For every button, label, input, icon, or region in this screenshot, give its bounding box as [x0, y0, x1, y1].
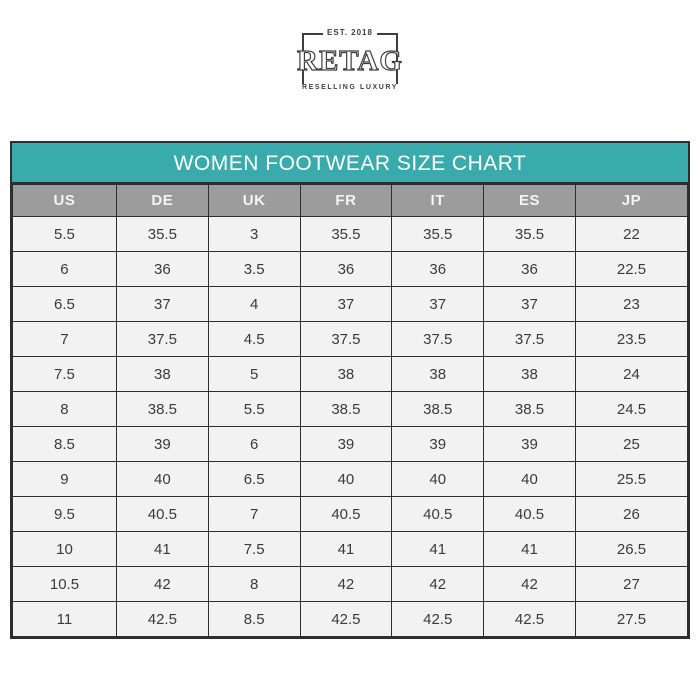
size-cell: 35.5: [392, 217, 484, 252]
size-chart: [10, 141, 690, 639]
size-cell: 10.5: [13, 567, 117, 602]
size-cell: 4.5: [208, 322, 300, 357]
size-cell: 9: [13, 462, 117, 497]
size-table: [12, 184, 688, 637]
table-row: [13, 217, 688, 252]
size-cell: 40.5: [300, 497, 392, 532]
column-header-it: IT: [392, 185, 484, 217]
logo-tagline-text: RESELLING LUXURY: [298, 84, 402, 91]
table-row: [13, 497, 688, 532]
size-cell: 5.5: [208, 392, 300, 427]
retag-logo: [297, 28, 403, 91]
size-cell: 35.5: [484, 217, 576, 252]
size-cell: 36: [116, 252, 208, 287]
size-cell: 42: [116, 567, 208, 602]
size-cell: 8: [208, 567, 300, 602]
size-cell: 39: [484, 427, 576, 462]
table-row: [13, 252, 688, 287]
column-header-fr: FR: [300, 185, 392, 217]
size-cell: 36: [300, 252, 392, 287]
size-cell: 26.5: [575, 532, 687, 567]
size-cell: 4: [208, 287, 300, 322]
size-cell: 40.5: [116, 497, 208, 532]
size-cell: 38: [116, 357, 208, 392]
size-cell: 41: [484, 532, 576, 567]
size-cell: 35.5: [116, 217, 208, 252]
size-cell: 25.5: [575, 462, 687, 497]
size-cell: 23: [575, 287, 687, 322]
size-cell: 38.5: [484, 392, 576, 427]
size-cell: 5: [208, 357, 300, 392]
size-cell: 40: [484, 462, 576, 497]
size-cell: 41: [392, 532, 484, 567]
size-cell: 42.5: [484, 602, 576, 637]
size-cell: 36: [484, 252, 576, 287]
table-header: [13, 185, 688, 217]
size-cell: 37: [484, 287, 576, 322]
header-row: [13, 185, 688, 217]
table-body: [13, 217, 688, 637]
logo-brand-text: RETAG: [297, 44, 403, 77]
table-row: [13, 392, 688, 427]
size-cell: 38: [392, 357, 484, 392]
size-cell: 37.5: [392, 322, 484, 357]
size-cell: 3.5: [208, 252, 300, 287]
size-cell: 38.5: [392, 392, 484, 427]
size-cell: 6.5: [208, 462, 300, 497]
size-cell: 37: [300, 287, 392, 322]
size-cell: 37: [392, 287, 484, 322]
size-cell: 42: [484, 567, 576, 602]
size-cell: 42.5: [392, 602, 484, 637]
size-cell: 35.5: [300, 217, 392, 252]
table-row: [13, 602, 688, 637]
size-cell: 6: [13, 252, 117, 287]
page: [0, 28, 700, 639]
size-cell: 42.5: [116, 602, 208, 637]
size-cell: 40: [392, 462, 484, 497]
size-cell: 37.5: [116, 322, 208, 357]
size-cell: 41: [300, 532, 392, 567]
size-cell: 24.5: [575, 392, 687, 427]
size-cell: 40.5: [484, 497, 576, 532]
size-cell: 40: [300, 462, 392, 497]
size-cell: 40: [116, 462, 208, 497]
size-cell: 42.5: [300, 602, 392, 637]
size-cell: 37.5: [484, 322, 576, 357]
size-cell: 42: [392, 567, 484, 602]
column-header-de: DE: [116, 185, 208, 217]
size-cell: 8: [13, 392, 117, 427]
size-cell: 7.5: [208, 532, 300, 567]
size-cell: 38.5: [116, 392, 208, 427]
size-cell: 37.5: [300, 322, 392, 357]
size-cell: 37: [116, 287, 208, 322]
table-row: [13, 427, 688, 462]
column-header-us: US: [13, 185, 117, 217]
size-cell: 23.5: [575, 322, 687, 357]
size-cell: 10: [13, 532, 117, 567]
size-cell: 22: [575, 217, 687, 252]
size-cell: 7: [208, 497, 300, 532]
table-row: [13, 567, 688, 602]
size-cell: 39: [300, 427, 392, 462]
logo-est-text: EST. 2018: [323, 28, 377, 37]
size-cell: 22.5: [575, 252, 687, 287]
size-cell: 27.5: [575, 602, 687, 637]
size-cell: 38: [484, 357, 576, 392]
table-row: [13, 357, 688, 392]
size-cell: 26: [575, 497, 687, 532]
column-header-uk: UK: [208, 185, 300, 217]
column-header-jp: JP: [575, 185, 687, 217]
size-cell: 38: [300, 357, 392, 392]
size-cell: 5.5: [13, 217, 117, 252]
size-cell: 8.5: [13, 427, 117, 462]
size-cell: 6.5: [13, 287, 117, 322]
size-cell: 42: [300, 567, 392, 602]
size-cell: 38.5: [300, 392, 392, 427]
table-row: [13, 322, 688, 357]
size-cell: 39: [392, 427, 484, 462]
size-cell: 39: [116, 427, 208, 462]
column-header-es: ES: [484, 185, 576, 217]
size-cell: 6: [208, 427, 300, 462]
size-cell: 7.5: [13, 357, 117, 392]
table-row: [13, 287, 688, 322]
size-cell: 40.5: [392, 497, 484, 532]
size-cell: 25: [575, 427, 687, 462]
size-cell: 3: [208, 217, 300, 252]
size-cell: 7: [13, 322, 117, 357]
size-cell: 24: [575, 357, 687, 392]
size-cell: 41: [116, 532, 208, 567]
size-cell: 11: [13, 602, 117, 637]
size-cell: 36: [392, 252, 484, 287]
size-cell: 27: [575, 567, 687, 602]
size-cell: 9.5: [13, 497, 117, 532]
size-cell: 8.5: [208, 602, 300, 637]
table-row: [13, 532, 688, 567]
chart-title: WOMEN FOOTWEAR SIZE CHART: [12, 143, 688, 184]
table-row: [13, 462, 688, 497]
